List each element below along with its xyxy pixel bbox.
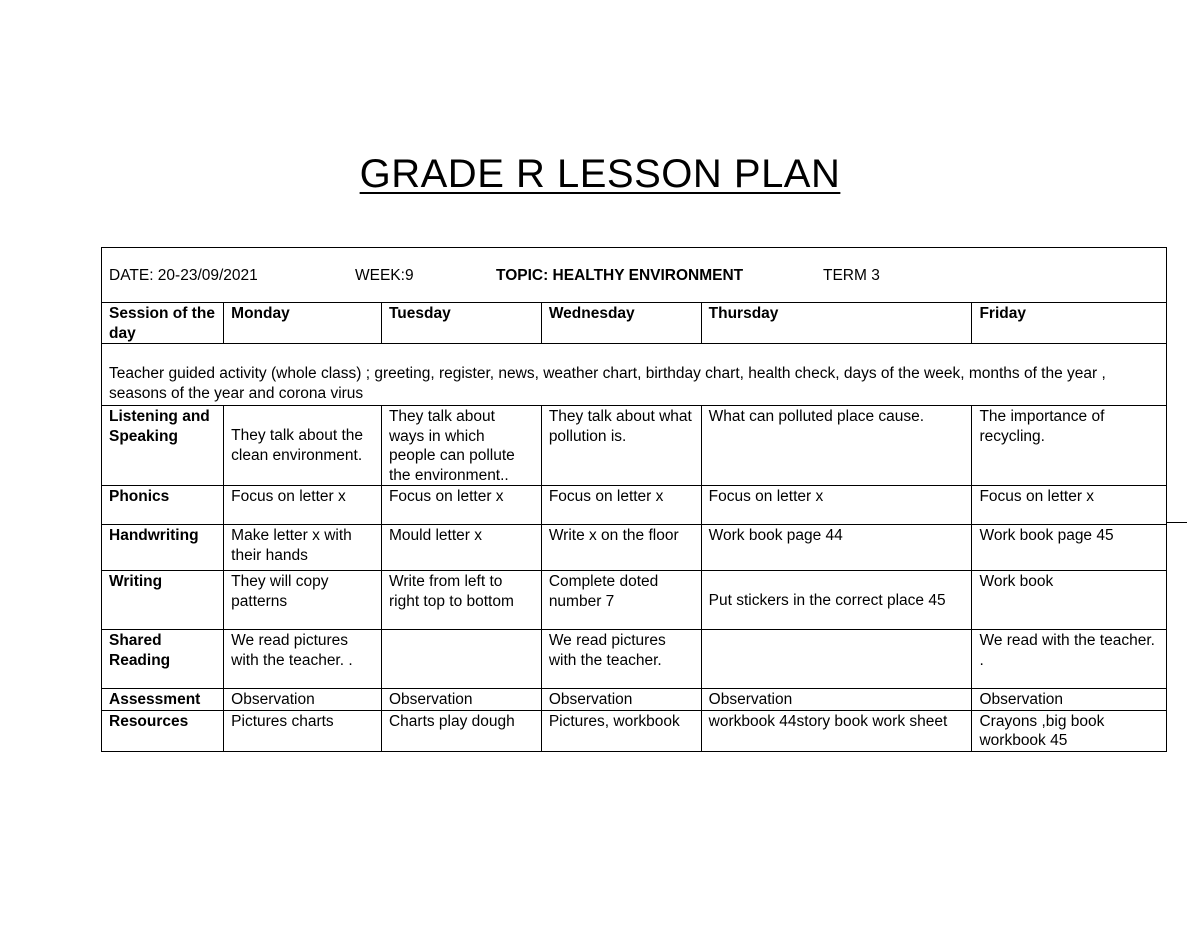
table-cell: We read pictures with the teacher. . — [224, 630, 382, 689]
table-cell: Pictures charts — [224, 710, 382, 751]
column-header: Monday — [224, 303, 382, 344]
meta-topic: TOPIC: HEALTHY ENVIRONMENT — [496, 266, 744, 284]
session-label: Handwriting — [102, 525, 224, 571]
session-label: Resources — [102, 710, 224, 751]
table-cell: Observation — [541, 689, 701, 711]
table-cell: Observation — [701, 689, 972, 711]
table-cell: Focus on letter x — [701, 486, 972, 525]
table-cell: Write x on the floor — [541, 525, 701, 571]
session-label: Assessment — [102, 689, 224, 711]
session-label: Writing — [102, 571, 224, 630]
table-cell: Pictures, workbook — [541, 710, 701, 751]
table-row — [102, 525, 1167, 571]
meta-cell — [102, 248, 1167, 303]
table-row — [102, 630, 1167, 689]
meta-week: WEEK:9 — [355, 266, 414, 284]
session-label: Listening and Speaking — [102, 406, 224, 486]
table-cell: They talk about the clean environment. — [224, 406, 382, 486]
teacher-guided-row — [102, 344, 1167, 406]
table-cell: The importance of recycling. — [972, 406, 1167, 486]
table-cell: Observation — [972, 689, 1167, 711]
table-cell: Mould letter x — [381, 525, 541, 571]
header-row — [102, 303, 1167, 344]
table-cell: Charts play dough — [381, 710, 541, 751]
column-header: Session of the day — [102, 303, 224, 344]
column-header: Tuesday — [381, 303, 541, 344]
border-stub — [1167, 522, 1187, 523]
table-cell: They will copy patterns — [224, 571, 382, 630]
table-cell: Focus on letter x — [972, 486, 1167, 525]
table-cell: Work book page 44 — [701, 525, 972, 571]
table-cell — [381, 630, 541, 689]
lesson-plan-table — [101, 247, 1167, 752]
column-header: Thursday — [701, 303, 972, 344]
table-cell: Focus on letter x — [224, 486, 382, 525]
table-cell: Focus on letter x — [541, 486, 701, 525]
table-row — [102, 689, 1167, 711]
table-row — [102, 710, 1167, 751]
table-cell: Make letter x with their hands — [224, 525, 382, 571]
meta-date: DATE: 20-23/09/2021 — [109, 266, 258, 284]
table-cell: Focus on letter x — [381, 486, 541, 525]
table-cell: Observation — [224, 689, 382, 711]
session-label: Phonics — [102, 486, 224, 525]
meta-row — [102, 248, 1167, 303]
table-row — [102, 406, 1167, 486]
table-cell: Work book — [972, 571, 1167, 630]
session-label: Shared Reading — [102, 630, 224, 689]
table-cell: Crayons ,big book workbook 45 — [972, 710, 1167, 751]
column-header: Friday — [972, 303, 1167, 344]
column-header: Wednesday — [541, 303, 701, 344]
table-cell: They talk about what pollution is. — [541, 406, 701, 486]
table-row — [102, 571, 1167, 630]
table-cell: They talk about ways in which people can pollute the environment.. — [381, 406, 541, 486]
table-cell — [701, 630, 972, 689]
table-cell: We read pictures with the teacher. — [541, 630, 701, 689]
table-cell: Observation — [381, 689, 541, 711]
table-row — [102, 486, 1167, 525]
meta-term: TERM 3 — [823, 266, 880, 284]
table-cell: Write from left to right top to bottom — [381, 571, 541, 630]
table-cell: Put stickers in the correct place 45 — [701, 571, 972, 630]
table-cell: What can polluted place cause. — [701, 406, 972, 486]
page-title: GRADE R LESSON PLAN — [359, 152, 841, 196]
table-cell: workbook 44story book work sheet — [701, 710, 972, 751]
teacher-guided-text: Teacher guided activity (whole class) ; greeting, register, news, weather chart, birthday chart, health check, days of the week, months of the year , seasons of the year and corona virus — [102, 344, 1167, 406]
table-cell: We read with the teacher. . — [972, 630, 1167, 689]
table-cell: Complete doted number 7 — [541, 571, 701, 630]
table-cell: Work book page 45 — [972, 525, 1167, 571]
